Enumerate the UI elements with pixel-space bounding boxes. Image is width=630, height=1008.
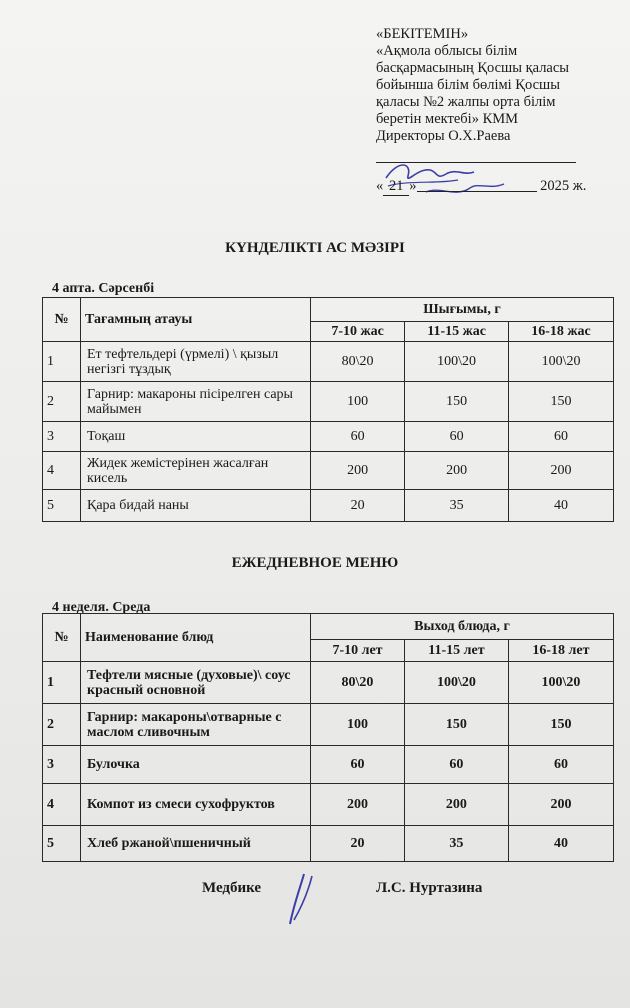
row-name: Гарнир: макароны\отварные с маслом сливочным — [81, 704, 311, 746]
date-day: 21 — [383, 178, 409, 196]
date-open-quote: « — [376, 178, 384, 194]
row-value: 20 — [311, 826, 405, 862]
row-name: Ет тефтельдері (үрмелі) \ қызыл негізгі тұздық — [81, 342, 311, 382]
row-value: 35 — [405, 490, 509, 522]
header-name: Тағамның атауы — [81, 298, 311, 342]
row-value: 60 — [311, 746, 405, 784]
footer-name: Л.С. Нуртазина — [376, 880, 483, 896]
kazakh-title: КҮНДЕЛІКТІ АС МӘЗІРІ — [225, 240, 405, 256]
row-value: 60 — [509, 422, 614, 452]
table-row — [43, 662, 614, 704]
row-value: 200 — [508, 784, 613, 826]
row-value: 60 — [405, 422, 509, 452]
footer-role: Медбике — [202, 880, 262, 896]
date-year: 2025 ж. — [540, 178, 587, 194]
header-name: Наименование блюд — [81, 614, 311, 662]
row-no: 2 — [43, 704, 81, 746]
row-name: Хлеб ржаной\пшеничный — [81, 826, 311, 862]
header-age: 7-10 жас — [311, 322, 405, 342]
row-value: 200 — [311, 784, 405, 826]
row-value: 40 — [508, 826, 613, 862]
table-row — [43, 704, 614, 746]
table-header-row — [43, 614, 614, 640]
table-row — [43, 342, 614, 382]
kazakh-week: 4 апта. Сәрсенбі — [52, 281, 155, 296]
table-header-row — [43, 298, 614, 322]
header-age: 16-18 жас — [509, 322, 614, 342]
table-row — [43, 826, 614, 862]
table-row — [43, 784, 614, 826]
row-value: 80\20 — [311, 662, 405, 704]
kazakh-menu-table — [42, 297, 614, 522]
header-age: 11-15 жас — [405, 322, 509, 342]
medic-signature-icon — [282, 870, 322, 930]
row-no: 2 — [43, 382, 81, 422]
table-row — [43, 382, 614, 422]
row-value: 200 — [404, 784, 508, 826]
row-value: 100\20 — [509, 342, 614, 382]
row-no: 3 — [43, 746, 81, 784]
row-value: 100\20 — [405, 342, 509, 382]
header-no: № — [43, 298, 81, 342]
row-value: 150 — [508, 704, 613, 746]
header-age: 11-15 лет — [404, 640, 508, 662]
row-value: 100 — [311, 704, 405, 746]
row-name: Тоқаш — [81, 422, 311, 452]
header-output: Выход блюда, г — [311, 614, 614, 640]
header-output: Шығымы, г — [311, 298, 614, 322]
russian-week: 4 неделя. Среда — [52, 600, 151, 615]
table-row — [43, 452, 614, 490]
row-value: 200 — [405, 452, 509, 490]
approval-director: Директоры О.Х.Раева — [376, 128, 511, 144]
row-value: 200 — [311, 452, 405, 490]
row-name: Қара бидай наны — [81, 490, 311, 522]
approval-title: «БЕКІТЕМІН» — [376, 26, 469, 42]
row-value: 100\20 — [404, 662, 508, 704]
row-name: Тефтели мясные (духовые)\ соус красный основной — [81, 662, 311, 704]
row-value: 40 — [509, 490, 614, 522]
approval-line: беретін мектебі» КММ — [376, 111, 519, 127]
row-value: 150 — [405, 382, 509, 422]
header-age: 16-18 лет — [508, 640, 613, 662]
approval-block — [376, 26, 616, 163]
row-name: Компот из смеси сухофруктов — [81, 784, 311, 826]
table-row — [43, 490, 614, 522]
approval-line: қаласы №2 жалпы орта білім — [376, 94, 556, 110]
date-month-blank — [417, 178, 537, 192]
row-value: 60 — [508, 746, 613, 784]
row-no: 1 — [43, 662, 81, 704]
row-no: 5 — [43, 490, 81, 522]
header-age: 7-10 лет — [311, 640, 405, 662]
row-no: 4 — [43, 784, 81, 826]
row-no: 4 — [43, 452, 81, 490]
row-no: 1 — [43, 342, 81, 382]
approval-line: «Ақмола облысы білім — [376, 43, 518, 59]
date-close-quote: » — [409, 178, 417, 194]
row-no: 5 — [43, 826, 81, 862]
row-no: 3 — [43, 422, 81, 452]
russian-title: ЕЖЕДНЕВНОЕ МЕНЮ — [231, 555, 399, 571]
row-value: 150 — [509, 382, 614, 422]
header-no: № — [43, 614, 81, 662]
row-value: 20 — [311, 490, 405, 522]
row-value: 60 — [404, 746, 508, 784]
row-value: 35 — [404, 826, 508, 862]
row-value: 100 — [311, 382, 405, 422]
row-value: 150 — [404, 704, 508, 746]
table-row — [43, 422, 614, 452]
row-value: 80\20 — [311, 342, 405, 382]
table-row — [43, 746, 614, 784]
approval-line: басқармасының Қосшы қаласы — [376, 60, 570, 76]
row-value: 200 — [509, 452, 614, 490]
approval-date — [376, 178, 586, 196]
row-name: Жидек жемістерінен жасалған кисель — [81, 452, 311, 490]
russian-menu-table — [42, 613, 614, 862]
row-value: 60 — [311, 422, 405, 452]
row-name: Булочка — [81, 746, 311, 784]
approval-line: бойынша білім бөлімі Қосшы — [376, 77, 560, 93]
row-value: 100\20 — [508, 662, 613, 704]
row-name: Гарнир: макароны пісірелген сары майымен — [81, 382, 311, 422]
